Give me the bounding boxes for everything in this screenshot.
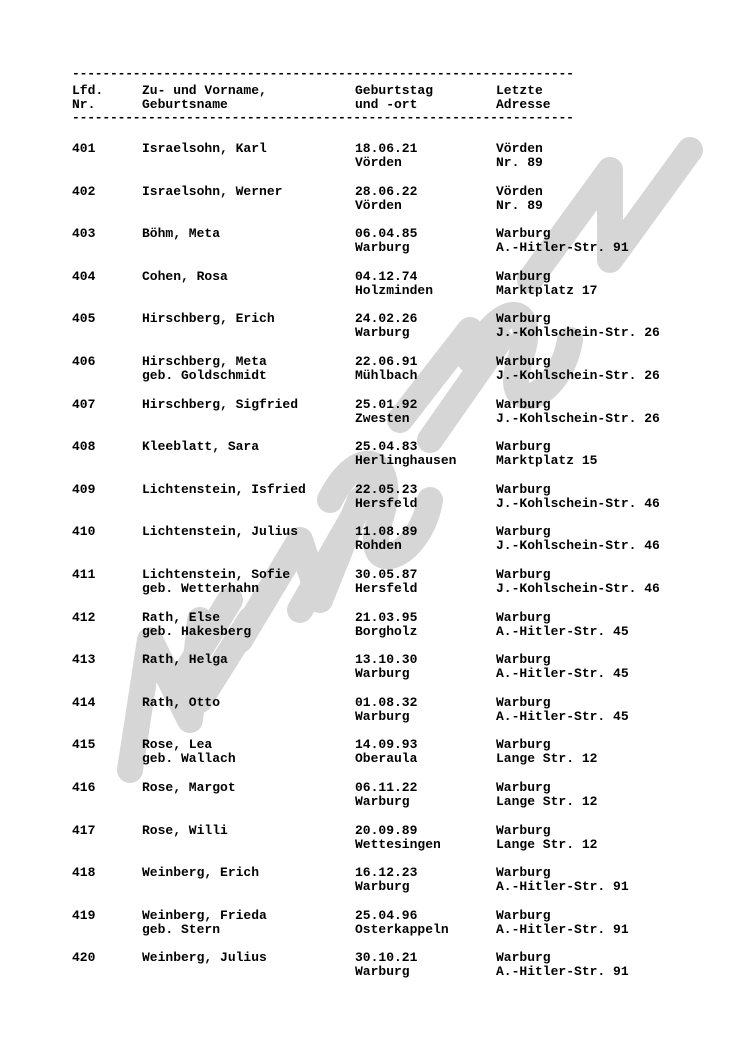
- entry-nr: 410: [72, 524, 96, 540]
- entry-nr: 420: [72, 950, 96, 966]
- table-row: [0, 525, 744, 568]
- entry-name: Weinberg, Erich: [142, 865, 260, 881]
- bottom-rule: ------------------------------------------------------------------: [72, 110, 574, 125]
- table-row: [0, 185, 744, 228]
- entry-birth: 14.09.93 Oberaula: [355, 737, 418, 767]
- entry-nr: 415: [72, 737, 96, 753]
- entry-nr: 419: [72, 907, 96, 923]
- entry-address: Warburg J.-Kohlschein-Str. 26: [496, 311, 660, 341]
- entry-name: Rath, Else geb. Hakesberg: [142, 609, 252, 639]
- entry-nr: 407: [72, 396, 96, 412]
- entry-address: Warburg J.-Kohlschein-Str. 26: [496, 396, 660, 426]
- entry-birth: 04.12.74 Holzminden: [355, 268, 434, 298]
- entry-address: Warburg A.-Hitler-Str. 91: [496, 865, 629, 895]
- entry-birth: 30.05.87 Hersfeld: [355, 566, 418, 596]
- entry-address: Warburg A.-Hitler-Str. 45: [496, 652, 629, 682]
- entry-birth: 22.06.91 Mühlbach: [355, 353, 418, 383]
- header-nr: Lfd. Nr.: [72, 83, 104, 112]
- entry-name: Hirschberg, Sigfried: [142, 396, 299, 412]
- table-row: [0, 781, 744, 824]
- entry-name: Cohen, Rosa: [142, 268, 228, 284]
- entry-nr: 402: [72, 183, 96, 199]
- entry-address: Warburg A.-Hitler-Str. 91: [496, 950, 629, 980]
- entry-nr: 417: [72, 822, 96, 838]
- entry-birth: 30.10.21 Warburg: [355, 950, 418, 980]
- entry-nr: 412: [72, 609, 96, 625]
- table-row: [0, 824, 744, 867]
- entry-address: Warburg J.-Kohlschein-Str. 46: [496, 481, 660, 511]
- entry-nr: 414: [72, 694, 96, 710]
- entry-name: Rath, Helga: [142, 652, 228, 668]
- entry-name: Rath, Otto: [142, 694, 221, 710]
- table-row: [0, 611, 744, 654]
- entry-address: Warburg A.-Hitler-Str. 91: [496, 907, 629, 937]
- entry-birth: 18.06.21 Vörden: [355, 141, 418, 170]
- table-row: [0, 270, 744, 313]
- entry-birth: 11.08.89 Rohden: [355, 524, 418, 554]
- table-row: [0, 440, 744, 483]
- entry-address: Warburg Lange Str. 12: [496, 737, 598, 767]
- entry-birth: 01.08.32 Warburg: [355, 694, 418, 724]
- entry-address: Warburg J.-Kohlschein-Str. 46: [496, 524, 660, 554]
- entry-birth: 20.09.89 Wettesingen: [355, 822, 441, 852]
- entry-name: Böhm, Meta: [142, 226, 221, 242]
- entry-nr: 404: [72, 268, 96, 284]
- entry-name: Lichtenstein, Julius: [142, 524, 299, 540]
- table-row: [0, 398, 744, 441]
- entry-address: Vörden Nr. 89: [496, 183, 543, 213]
- entry-name: Israelsohn, Werner: [142, 183, 283, 199]
- entry-address: Warburg J.-Kohlschein-Str. 26: [496, 353, 660, 383]
- entry-name: Kleeblatt, Sara: [142, 439, 260, 455]
- entry-address: Warburg Marktplatz 17: [496, 268, 598, 298]
- entry-birth: 24.02.26 Warburg: [355, 311, 418, 341]
- entry-nr: 403: [72, 226, 96, 242]
- entry-address: Warburg J.-Kohlschein-Str. 46: [496, 566, 660, 596]
- entry-nr: 413: [72, 652, 96, 668]
- table-row: [0, 696, 744, 739]
- entry-name: Lichtenstein, Sofie geb. Wetterhahn: [142, 566, 291, 596]
- entry-birth: 25.01.92 Zwesten: [355, 396, 418, 426]
- table-row: [0, 909, 744, 952]
- entry-address: Warburg Marktplatz 15: [496, 439, 598, 469]
- entry-address: Warburg A.-Hitler-Str. 45: [496, 694, 629, 724]
- entry-nr: 401: [72, 141, 96, 156]
- entry-address: Warburg Lange Str. 12: [496, 822, 598, 852]
- entry-name: Weinberg, Julius: [142, 950, 267, 966]
- table-row: [0, 312, 744, 355]
- entry-nr: 405: [72, 311, 96, 327]
- entry-birth: 06.04.85 Warburg: [355, 226, 418, 256]
- entry-address: Warburg A.-Hitler-Str. 45: [496, 609, 629, 639]
- entry-birth: 16.12.23 Warburg: [355, 865, 418, 895]
- entry-address: Vörden Nr. 89: [496, 141, 543, 170]
- entry-name: Hirschberg, Erich: [142, 311, 275, 327]
- header-name: Zu- und Vorname, Geburtsname: [142, 83, 267, 112]
- entry-birth: 25.04.96 Osterkappeln: [355, 907, 449, 937]
- entry-name: Rose, Margot: [142, 779, 236, 795]
- table-row: [0, 568, 744, 611]
- entry-birth: 22.05.23 Hersfeld: [355, 481, 418, 511]
- entry-name: Rose, Lea geb. Wallach: [142, 737, 236, 767]
- entry-name: Rose, Willi: [142, 822, 228, 838]
- entry-name: Hirschberg, Meta geb. Goldschmidt: [142, 353, 267, 383]
- entry-birth: 13.10.30 Warburg: [355, 652, 418, 682]
- entry-nr: 411: [72, 566, 96, 582]
- entry-name: Israelsohn, Karl: [142, 141, 267, 156]
- table-row: [0, 227, 744, 270]
- entry-nr: 418: [72, 865, 96, 881]
- entry-address: Warburg Lange Str. 12: [496, 779, 598, 809]
- entry-birth: 21.03.95 Borgholz: [355, 609, 418, 639]
- table-row: [0, 355, 744, 398]
- entry-list: [0, 142, 744, 994]
- entry-name: Weinberg, Frieda geb. Stern: [142, 907, 267, 937]
- header-address: Letzte Adresse: [496, 83, 551, 112]
- entry-name: Lichtenstein, Isfried: [142, 481, 306, 497]
- table-row: [0, 951, 744, 994]
- header-birth: Geburtstag und -ort: [355, 83, 434, 112]
- table-row: [0, 142, 744, 185]
- entry-birth: 25.04.83 Herlinghausen: [355, 439, 457, 469]
- table-row: [0, 738, 744, 781]
- entry-nr: 406: [72, 353, 96, 369]
- table-row: [0, 653, 744, 696]
- entry-birth: 06.11.22 Warburg: [355, 779, 418, 809]
- entry-birth: 28.06.22 Vörden: [355, 183, 418, 213]
- entry-nr: 416: [72, 779, 96, 795]
- entry-nr: 409: [72, 481, 96, 497]
- entry-address: Warburg A.-Hitler-Str. 91: [496, 226, 629, 256]
- table-row: [0, 866, 744, 909]
- entry-nr: 408: [72, 439, 96, 455]
- table-row: [0, 483, 744, 526]
- top-rule: ------------------------------------------------------------------: [72, 66, 574, 81]
